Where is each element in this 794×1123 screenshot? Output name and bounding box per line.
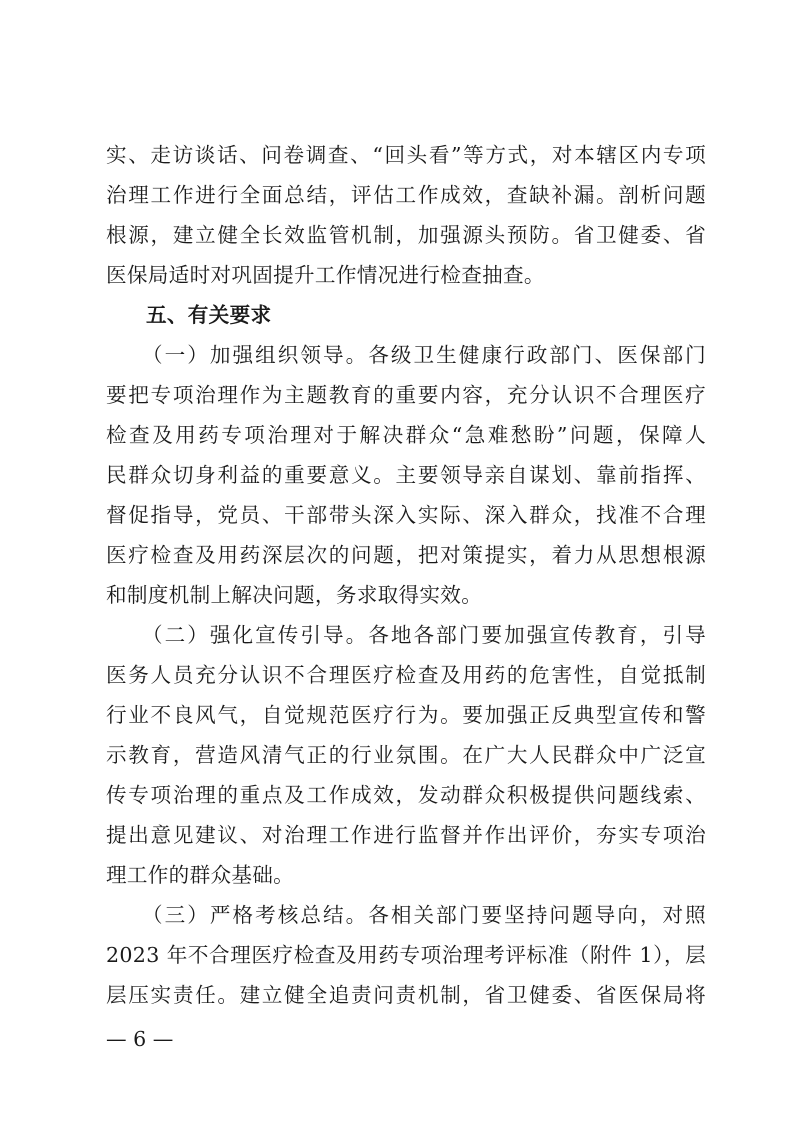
section-heading: 五、有关要求 — [146, 303, 272, 327]
body-text-line: 2023 年不合理医疗检查及用药专项治理考评标准（附件 1），层 — [106, 943, 706, 967]
body-text-line: 实、走访谈话、问卷调查、“回头看”等方式，对本辖区内专项 — [106, 143, 706, 167]
paragraph-first-line: （二）强化宣传引导。各地各部门要加强宣传教育，引导 — [142, 623, 706, 647]
body-text-line: 医保局适时对巩固提升工作情况进行检查抽查。 — [106, 263, 545, 287]
body-text-line: 示教育，营造风清气正的行业氛围。在广大人民群众中广泛宣 — [106, 743, 706, 767]
body-text-line: 和制度机制上解决问题，务求取得实效。 — [106, 583, 483, 607]
body-text-line: 医务人员充分认识不合理医疗检查及用药的危害性，自觉抵制 — [106, 663, 706, 687]
body-text-line: 传专项治理的重点及工作成效，发动群众积极提供问题线索、 — [106, 783, 706, 807]
body-text-line: 层压实责任。建立健全追责问责机制，省卫健委、省医保局将 — [106, 983, 706, 1007]
body-text-line: 医疗检查及用药深层次的问题，把对策提实，着力从思想根源 — [106, 543, 706, 567]
body-text-line: 要把专项治理作为主题教育的重要内容，充分认识不合理医疗 — [106, 383, 706, 407]
body-text-line: 治理工作进行全面总结，评估工作成效，查缺补漏。剖析问题 — [106, 183, 706, 207]
body-text-line: 理工作的群众基础。 — [106, 863, 295, 887]
body-text-line: 行业不良风气，自觉规范医疗行为。要加强正反典型宣传和警 — [106, 703, 706, 727]
body-text-line: 督促指导，党员、干部带头深入实际、深入群众，找准不合理 — [106, 503, 706, 527]
body-text-line: 民群众切身利益的重要意义。主要领导亲自谋划、靠前指挥、 — [106, 463, 706, 487]
paragraph-first-line: （三）严格考核总结。各相关部门要坚持问题导向，对照 — [142, 903, 706, 927]
body-text-line: 根源，建立健全长效监管机制，加强源头预防。省卫健委、省 — [106, 223, 706, 247]
body-text-line: 检查及用药专项治理对于解决群众“急难愁盼”问题，保障人 — [106, 423, 706, 447]
body-text-line: 提出意见建议、对治理工作进行监督并作出评价，夯实专项治 — [106, 823, 706, 847]
paragraph-first-line: （一）加强组织领导。各级卫生健康行政部门、医保部门 — [142, 343, 706, 367]
page-number: — 6 — — [106, 1027, 174, 1051]
